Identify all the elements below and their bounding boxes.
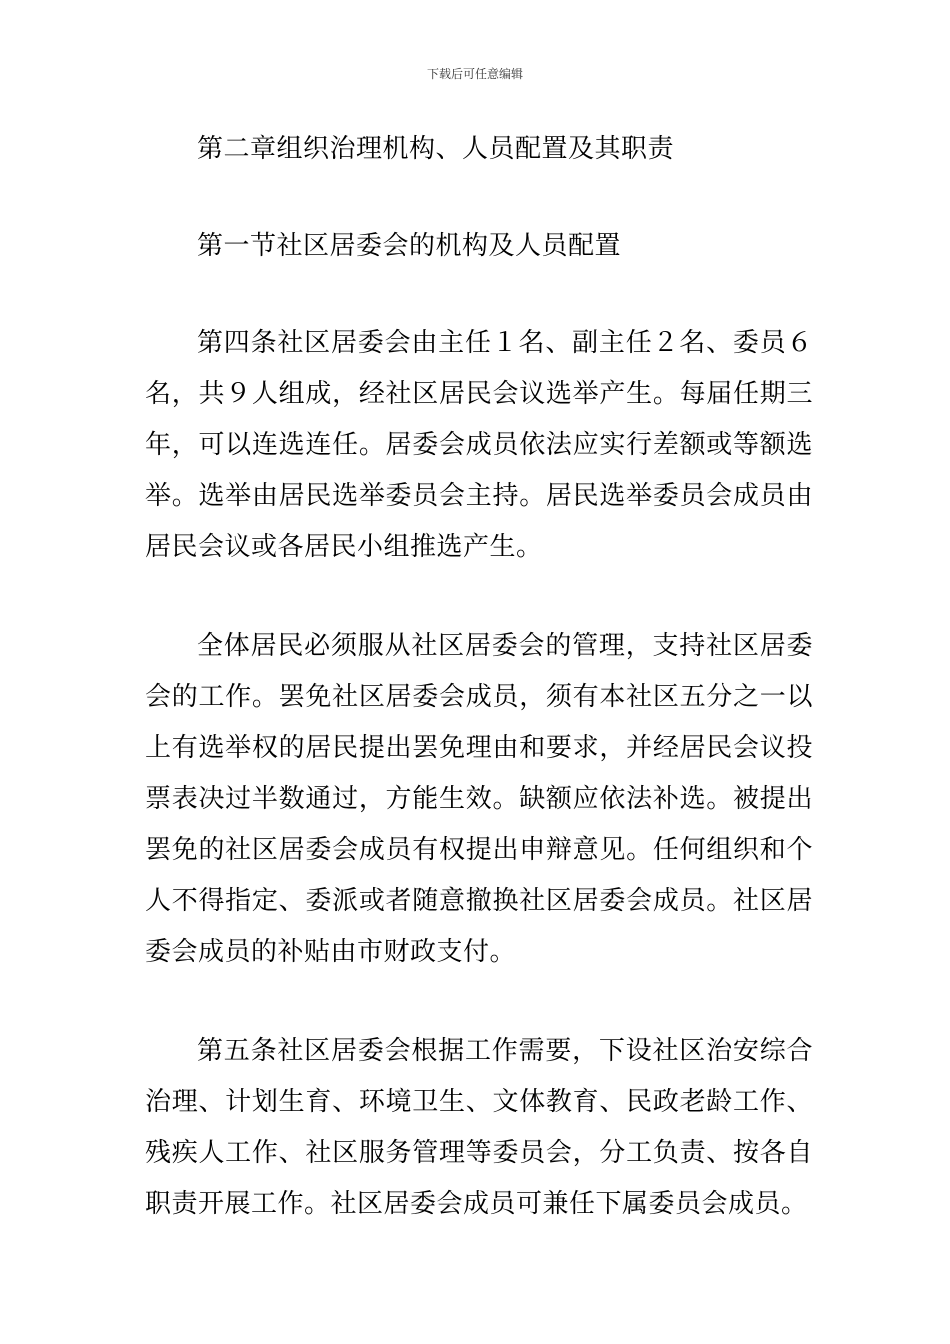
section-title: 第一节社区居委会的机构及人员配置 bbox=[197, 231, 622, 261]
document-body bbox=[145, 124, 813, 1278]
paragraph-article-5: 第五条社区居委会根据工作需要，下设社区治安综合治理、计划生育、环境卫生、文体教育、民政老龄工作、残疾人工作、社区服务管理等委员会，分工负责、按各自职责开展工作。社区居委会成员可兼任下属委员会成员。 bbox=[145, 1036, 813, 1219]
chapter-title: 第二章组织治理机构、人员配置及其职责 bbox=[197, 134, 675, 164]
paragraph-article-4: 第四条社区居委会由主任１名、副主任２名、委员６名，共９人组成，经社区居民会议选举产生。每届任期三年，可以连选连任。居委会成员依法应实行差额或等额选举。选举由居民选举委员会主持。居民选举委员会成员由居民会议或各居民小组推选产生。 bbox=[145, 328, 813, 562]
paragraph-dismissal: 全体居民必须服从社区居委会的管理，支持社区居委会的工作。罢免社区居委会成员，须有本社区五分之一以上有选举权的居民提出罢免理由和要求，并经居民会议投票表决过半数通过，方能生效。缺额应依法补选。被提出罢免的社区居委会成员有权提出申辩意见。任何组织和个人不得指定、委派或者随意撤换社区居委会成员。社区居委会成员的补贴由市财政支付。 bbox=[145, 631, 813, 967]
page-header-note: 下载后可任意编辑 bbox=[426, 67, 523, 81]
